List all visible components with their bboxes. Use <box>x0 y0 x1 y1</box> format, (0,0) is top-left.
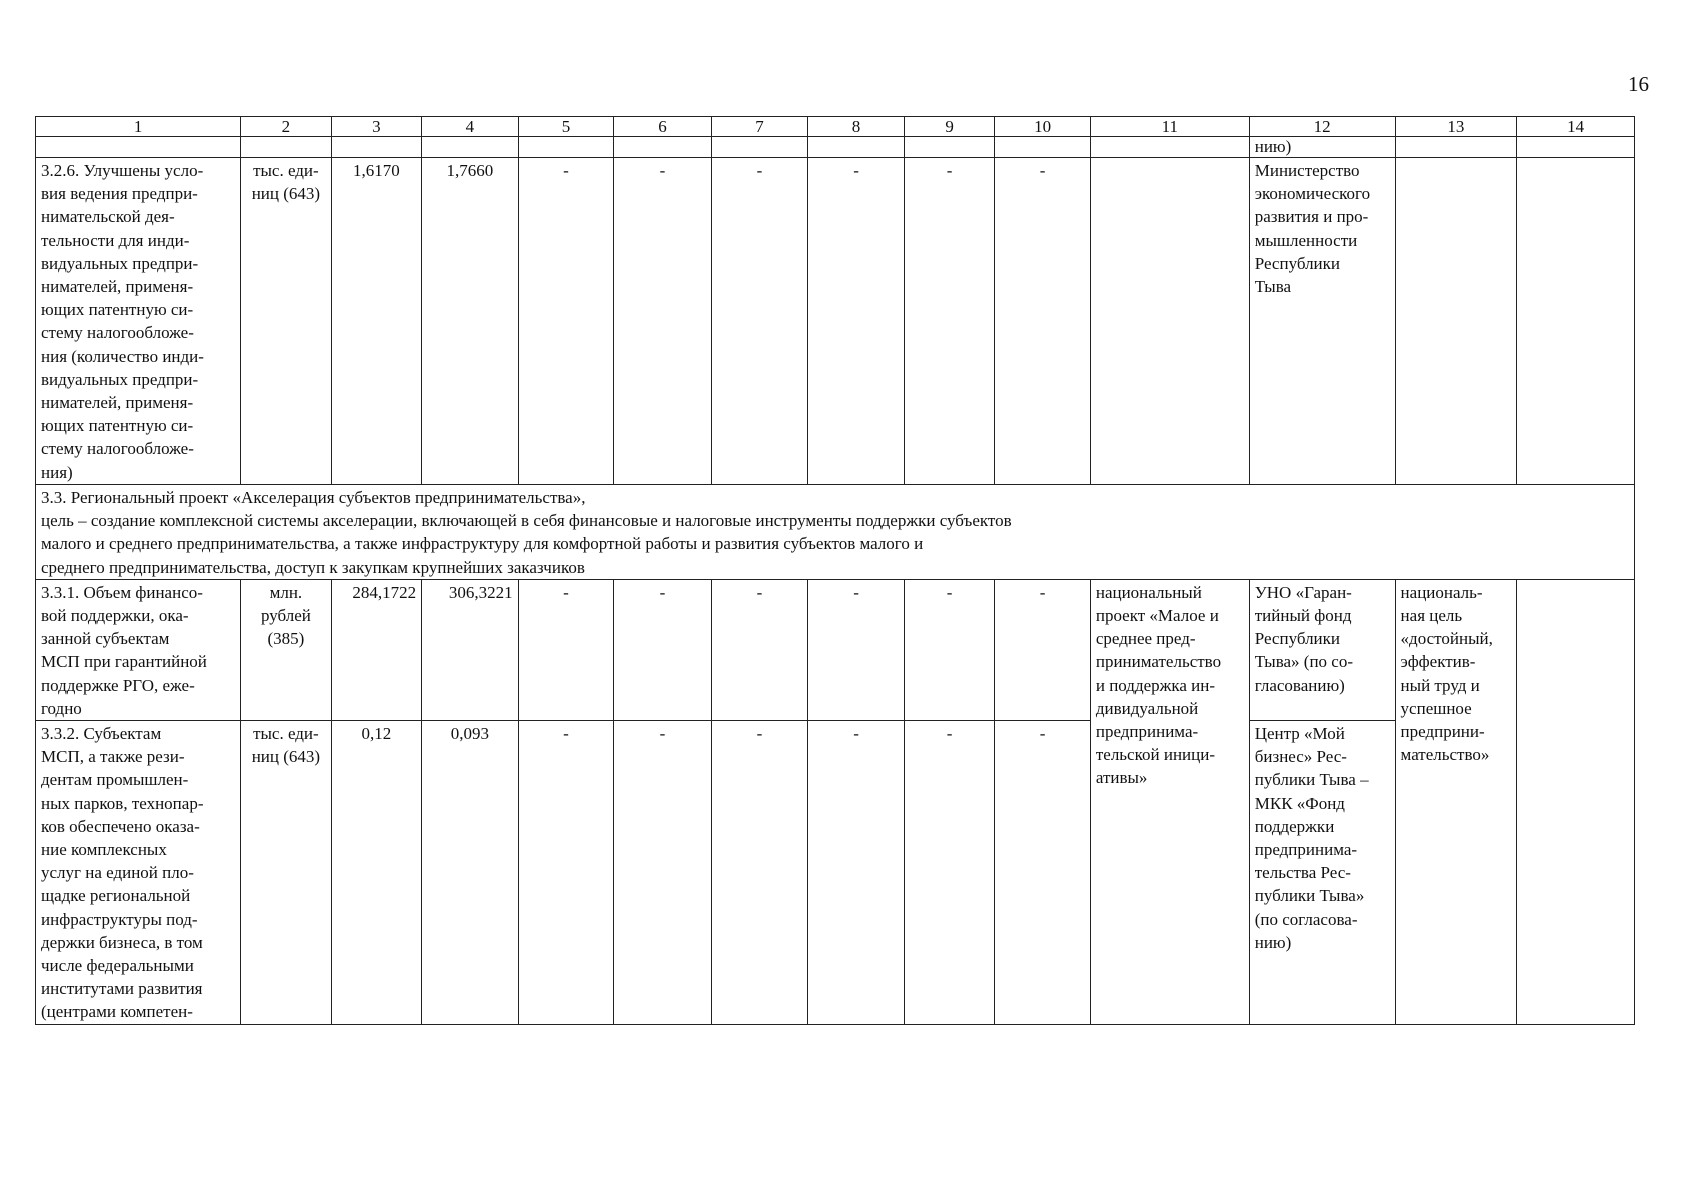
responsible-org: Министерство экономического развития и про- мышленности Республики Тыва <box>1249 158 1395 485</box>
indicator-row-3-3-1 <box>36 579 1635 720</box>
col-number: 11 <box>1090 117 1249 137</box>
indicator-name: 3.3.1. Объем финансо- вой поддержки, ока- занной субъектам МСП при гарантийной поддержке РГО, еже- годно <box>36 579 241 720</box>
page-number: 16 <box>1628 72 1649 96</box>
dash-cell: - <box>808 158 905 485</box>
dash-cell: - <box>808 721 905 1025</box>
dash-cell: - <box>614 579 712 720</box>
responsible-continuation: нию) <box>1249 137 1395 158</box>
indicator-unit: тыс. еди- ниц (643) <box>241 721 332 1025</box>
dash-cell: - <box>518 158 614 485</box>
dash-cell: - <box>995 579 1091 720</box>
indicator-unit: тыс. еди- ниц (643) <box>241 158 332 485</box>
col-number: 14 <box>1517 117 1635 137</box>
dash-cell: - <box>711 721 808 1025</box>
col-number: 9 <box>904 117 995 137</box>
dash-cell: - <box>995 721 1091 1025</box>
responsible-org: УНО «Гаран- тийный фонд Республики Тыва» (по со- гласованию) <box>1249 579 1395 720</box>
dash-cell: - <box>518 721 614 1025</box>
col-number: 7 <box>711 117 808 137</box>
dash-cell: - <box>808 579 905 720</box>
col-number: 6 <box>614 117 712 137</box>
target-value: 1,7660 <box>422 158 519 485</box>
base-value: 0,12 <box>331 721 422 1025</box>
responsible-org: Центр «Мой бизнес» Рес- публики Тыва – МКК «Фонд поддержки предпринима- тельства Рес- публики Тыва» (по согласова- нию) <box>1249 721 1395 1025</box>
col-number: 5 <box>518 117 614 137</box>
col-number: 4 <box>422 117 519 137</box>
dash-cell: - <box>518 579 614 720</box>
column-number-row <box>36 117 1635 137</box>
dash-cell: - <box>614 721 712 1025</box>
base-value: 284,1722 <box>331 579 422 720</box>
national-goal: националь- ная цель «достойный, эффектив- ный труд и успешное предприни- мательство» <box>1395 579 1517 1024</box>
col-number: 2 <box>241 117 332 137</box>
dash-cell: - <box>904 721 995 1025</box>
dash-cell: - <box>995 158 1091 485</box>
indicator-name: 3.2.6. Улучшены усло- вия ведения предпри- нимательской дея- тельности для инди- видуальных предпри- нимателей, применя- ющих патентную си- стему налогообложе- ния (количество инди- видуальных предпри- нимателей, применя- ющих патентную си- стему налогообложе- ния) <box>36 158 241 485</box>
dash-cell: - <box>711 579 808 720</box>
base-value: 1,6170 <box>331 158 422 485</box>
indicator-unit: млн. рублей (385) <box>241 579 332 720</box>
continuation-row <box>36 137 1635 158</box>
col-number: 1 <box>36 117 241 137</box>
target-value: 0,093 <box>422 721 519 1025</box>
dash-cell: - <box>904 579 995 720</box>
indicator-row-3-2-6 <box>36 158 1635 485</box>
dash-cell: - <box>614 158 712 485</box>
col-number: 3 <box>331 117 422 137</box>
target-value: 306,3221 <box>422 579 519 720</box>
dash-cell: - <box>904 158 995 485</box>
col-number: 10 <box>995 117 1091 137</box>
section-heading: 3.3. Региональный проект «Акселерация субъектов предпринимательства», цель – создание комплексной системы акселерации, включающей в себя финансовые и налоговые инструменты поддержки субъектов малого и среднего предпринимательства, а также инфраструктуру для комфортной работы и развития субъектов малого и среднего предпринимательства, доступ к закупкам крупнейших заказчиков <box>36 485 1635 580</box>
section-row-3-3 <box>36 485 1635 580</box>
col-number: 8 <box>808 117 905 137</box>
indicators-table <box>35 116 1635 1025</box>
indicator-name: 3.3.2. Субъектам МСП, а также рези- дентам промышлен- ных парков, технопар- ков обеспечено оказа- ние комплексных услуг на единой пло- щадке региональной инфраструктуры под- держки бизнеса, в том числе федеральными институтами развития (центрами компетен- <box>36 721 241 1025</box>
col-number: 12 <box>1249 117 1395 137</box>
col-number: 13 <box>1395 117 1517 137</box>
national-project: национальный проект «Малое и среднее пред- принимательство и поддержка ин- дивидуальной предпринима- тельской иници- ативы» <box>1090 579 1249 1024</box>
indicator-row-3-3-2 <box>36 721 1635 1025</box>
dash-cell: - <box>711 158 808 485</box>
